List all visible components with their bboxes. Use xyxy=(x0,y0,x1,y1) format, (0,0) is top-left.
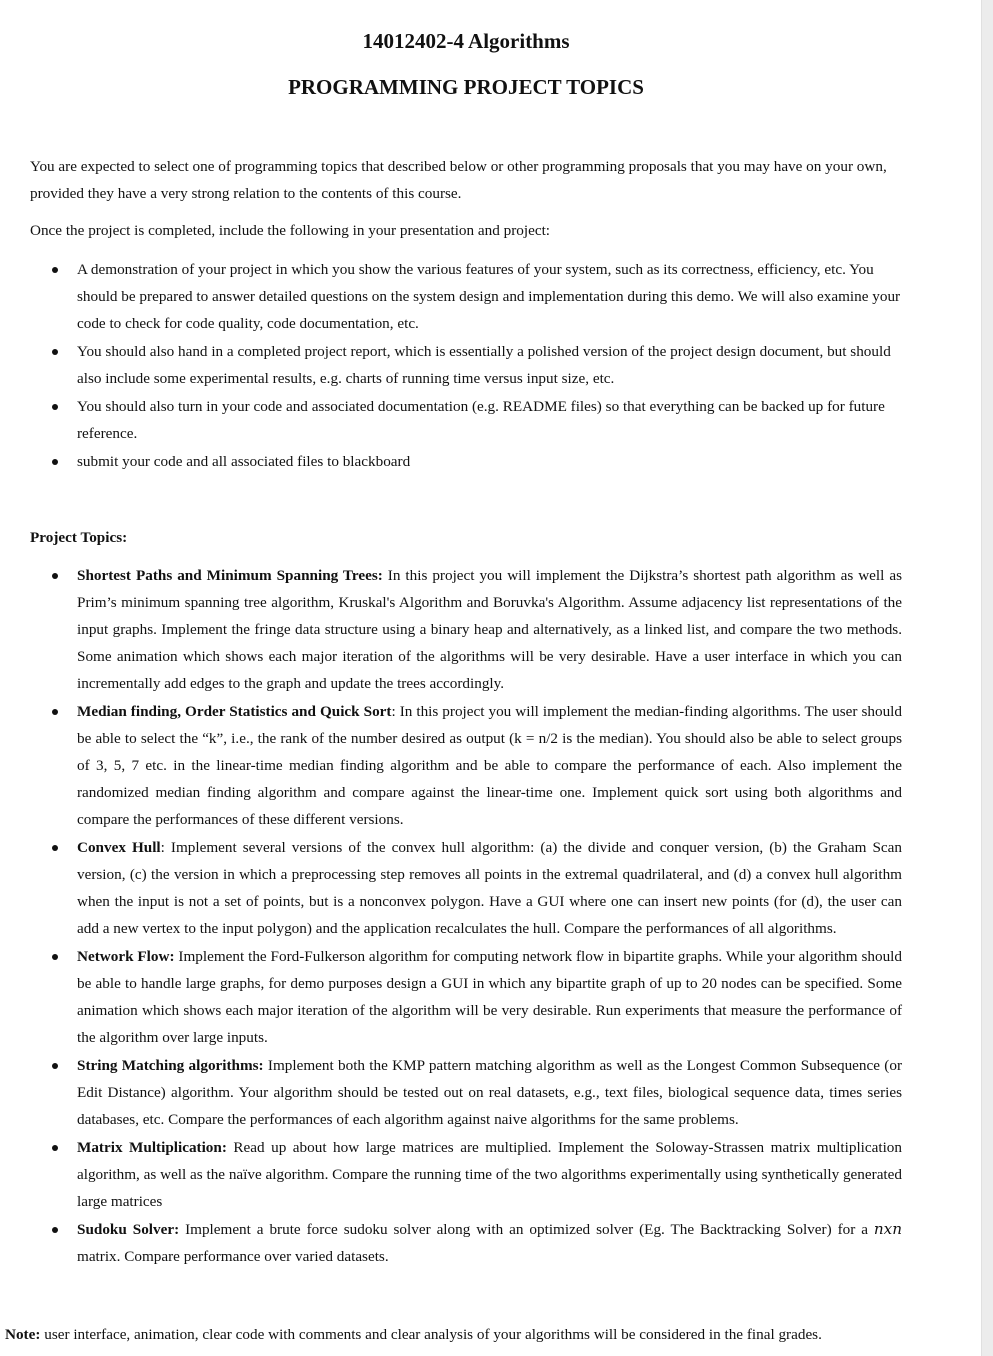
note-text: user interface, animation, clear code with comments and clear analysis of your algorithms will be considered in the final grades. xyxy=(40,1326,822,1343)
topic-item xyxy=(30,1052,902,1133)
list-item xyxy=(30,338,902,392)
bullet-icon xyxy=(52,1063,58,1069)
project-topics-heading: Project Topics: xyxy=(30,529,128,546)
course-title: 14012402-4 Algorithms xyxy=(362,29,570,53)
intro-paragraph: You are expected to select one of programming topics that described below or other programming proposals that you may have on your own, provided they have a very strong relation to the contents of this course. xyxy=(30,158,887,202)
topic-description: : In this project you will implement the median-finding algorithms. The user should be able to select the “k”, i.e., the rank of the number desired as output (k = n/2 is the median). You should also be able to select groups of 3, 5, 7 etc. in the linear-time median finding algorithm and be able to compare the performance of each. Also implement the randomized median finding algorithm and compare against the linear-time one. Implement quick sort using both algorithms and compare the performances of these different versions. xyxy=(77,703,902,828)
topic-item xyxy=(30,834,902,942)
topic-name: Shortest Paths and Minimum Spanning Trees: xyxy=(77,567,383,584)
list-item xyxy=(30,256,902,337)
topic-item xyxy=(30,1134,902,1215)
topic-name: Matrix Multiplication: xyxy=(77,1139,227,1156)
bullet-icon xyxy=(52,267,58,273)
topic-description: Implement the Ford-Fulkerson algorithm for computing network flow in bipartite graphs. While your algorithm should be able to handle large graphs, for demo purposes design a GUI in which any bipartite graph of up to 20 nodes can be specified. Some animation which shows each major iteration of the algorithm will be very desirable. Run experiments that measure the performance of the algorithm over large inputs. xyxy=(77,948,902,1046)
bullet-icon xyxy=(52,404,58,410)
topics-list xyxy=(30,562,902,1271)
topic-item xyxy=(30,1216,902,1270)
list-item xyxy=(30,393,902,447)
topic-name: Convex Hull xyxy=(77,839,161,856)
bullet-icon xyxy=(52,1227,58,1233)
page-title: PROGRAMMING PROJECT TOPICS xyxy=(288,75,644,99)
topic-item xyxy=(30,943,902,1051)
topic-description: : Implement several versions of the convex hull algorithm: (a) the divide and conquer version, (b) the Graham Scan version, (c) the version in which a preprocessing step removes all points in the extremal quadrilateral, and (d) a convex hull algorithm when the input is not a set of points, but is a nonconvex polygon. Have a GUI where one can insert new points (for (d), the user can add a new vertex to the input polygon) and the application recalculates the hull. Compare the performances of all algorithms. xyxy=(77,839,902,937)
list-item xyxy=(30,448,902,475)
bullet-icon xyxy=(52,349,58,355)
bullet-icon xyxy=(52,709,58,715)
topic-name: String Matching algorithms: xyxy=(77,1057,264,1074)
bullet-icon xyxy=(52,845,58,851)
topic-name: Sudoku Solver: xyxy=(77,1221,180,1238)
bullet-icon xyxy=(52,459,58,465)
vertical-scrollbar[interactable] xyxy=(981,0,993,1356)
requirements-list xyxy=(30,256,902,476)
bullet-icon xyxy=(52,1145,58,1151)
topic-item xyxy=(30,562,902,697)
topic-description: Implement a brute force sudoku solver along with an optimized solver (Eg. The Backtracking Solver) for a 𝑛𝑥𝑛 matrix. Compare performance over varied datasets. xyxy=(77,1221,902,1265)
topic-description: In this project you will implement the Dijkstra’s shortest path algorithm as well as Prim’s minimum spanning tree algorithm, Kruskal's Algorithm and Boruvka's Algorithm. Assume adjacency list representations of the input graphs. Implement the fringe data structure using a binary heap and alternatively, as a linked list, and compare the two methods. Some animation which shows each major iteration of the algorithms will be very desirable. Have a user interface in which you can incrementally add edges to the graph and update the trees accordingly. xyxy=(77,567,902,692)
requirement-text: A demonstration of your project in which you show the various features of your system, such as its correctness, efficiency, etc. You should be prepared to answer detailed questions on the system design and implementation during this demo. We will also examine your code to check for code quality, code documentation, etc. xyxy=(77,261,901,332)
bullet-icon xyxy=(52,573,58,579)
requirement-text: submit your code and all associated files to blackboard xyxy=(77,453,411,470)
bullet-icon xyxy=(52,954,58,960)
topic-name: Network Flow: xyxy=(77,948,175,965)
requirement-text: You should also turn in your code and associated documentation (e.g. README files) so that everything can be backed up for future reference. xyxy=(77,398,885,442)
grading-note xyxy=(5,1321,885,1348)
note-label: Note: xyxy=(5,1326,41,1343)
topic-name: Median finding, Order Statistics and Quick Sort xyxy=(77,703,392,720)
topic-description: Read up about how large matrices are multiplied. Implement the Soloway-Strassen matrix multiplication algorithm, as well as the naïve algorithm. Compare the running time of the two algorithms experimentally using synthetically generated large matrices xyxy=(77,1139,902,1210)
topic-description: Implement both the KMP pattern matching algorithm as well as the Longest Common Subsequence (or Edit Distance) algorithm. Your algorithm should be tested out on real datasets, e.g., text files, biological sequence data, times series databases, etc. Compare the performances of each algorithm against naive algorithms for the same problems. xyxy=(77,1057,902,1128)
topic-item xyxy=(30,698,902,833)
once-completed-paragraph: Once the project is completed, include the following in your presentation and project: xyxy=(30,222,551,239)
requirement-text: You should also hand in a completed project report, which is essentially a polished version of the project design document, but should also include some experimental results, e.g. charts of running time versus input size, etc. xyxy=(77,343,891,387)
